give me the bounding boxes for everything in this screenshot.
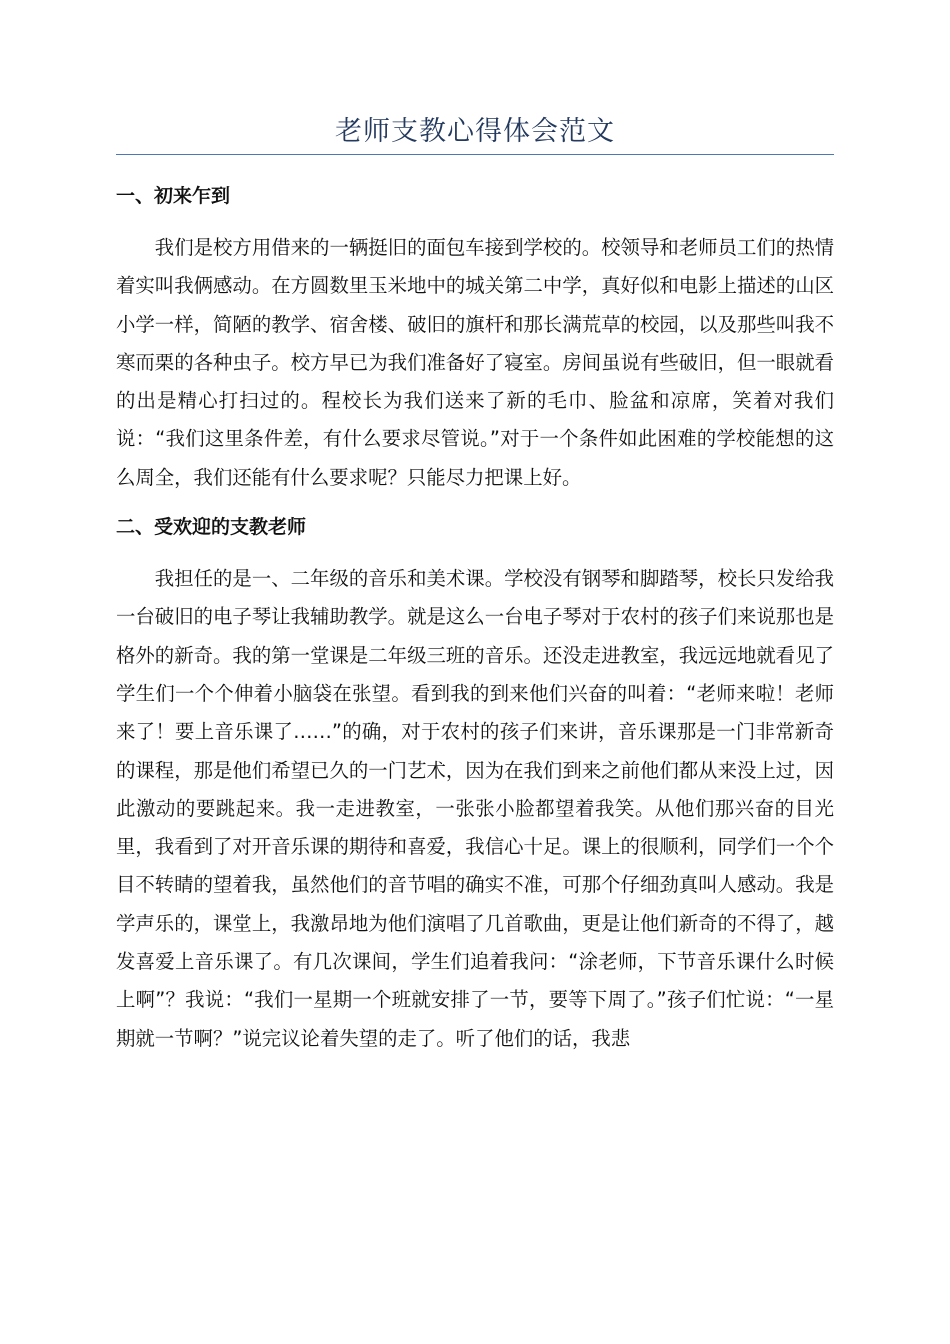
section-paragraph-2: 我担任的是一、二年级的音乐和美术课。学校没有钢琴和脚踏琴，校长只发给我一台破旧的电子琴让我辅助教学。就是这么一台电子琴对于农村的孩子们来说那也是格外的新奇。我的第一堂课是二年级三班的音乐。还没走进教室，我远远地就看见了学生们一个个伸着小脑袋在张望。看到我的到来他们兴奋的叫着：“老师来啦！老师来了！要上音乐课了……”的确，对于农村的孩子们来讲，音乐课那是一门非常新奇的课程，那是他们希望已久的一门艺术，因为在我们到来之前他们都从来没上过，因此激动的要跳起来。我一走进教室，一张张小脸都望着我笑。从他们那兴奋的目光里，我看到了对开音乐课的期待和喜爱，我信心十足。课上的很顺利，同学们一个个目不转睛的望着我，虽然他们的音节唱的确实不准，可那个仔细劲真叫人感动。我是学声乐的，课堂上，我激昂地为他们演唱了几首歌曲，更是让他们新奇的不得了，越发喜爱上音乐课了。有几次课间，学生们追着我问：“涂老师，下节音乐课什么时候上啊”？我说：“我们一星期一个班就安排了一节，要等下周了。”孩子们忙说：“一星期就一节啊？”说完议论着失望的走了。听了他们的话，我悲	[116, 567, 834, 1050]
section-heading-2: 二、受欢迎的支教老师	[116, 516, 307, 539]
document-body	[116, 178, 834, 1058]
document-title: 老师支教心得体会范文	[335, 116, 615, 147]
section-heading-1: 一、初来乍到	[116, 185, 231, 207]
title-underline	[116, 154, 834, 155]
section-paragraph-1: 我们是校方用借来的一辆挺旧的面包车接到学校的。校领导和老师员工们的热情着实叫我俩感动。在方圆数里玉米地中的城关第二中学，真好似和电影上描述的山区小学一样，简陋的教学、宿舍楼、破旧的旗杆和那长满荒草的校园，以及那些叫我不寒而栗的各种虫子。校方早已为我们准备好了寝室。房间虽说有些破旧，但一眼就看的出是精心打扫过的。程校长为我们送来了新的毛巾、脸盆和凉席，笑着对我们说：“我们这里条件差，有什么要求尽管说。”对于一个条件如此困难的学校能想的这么周全，我们还能有什么要求呢？只能尽力把课上好。	[116, 236, 834, 489]
